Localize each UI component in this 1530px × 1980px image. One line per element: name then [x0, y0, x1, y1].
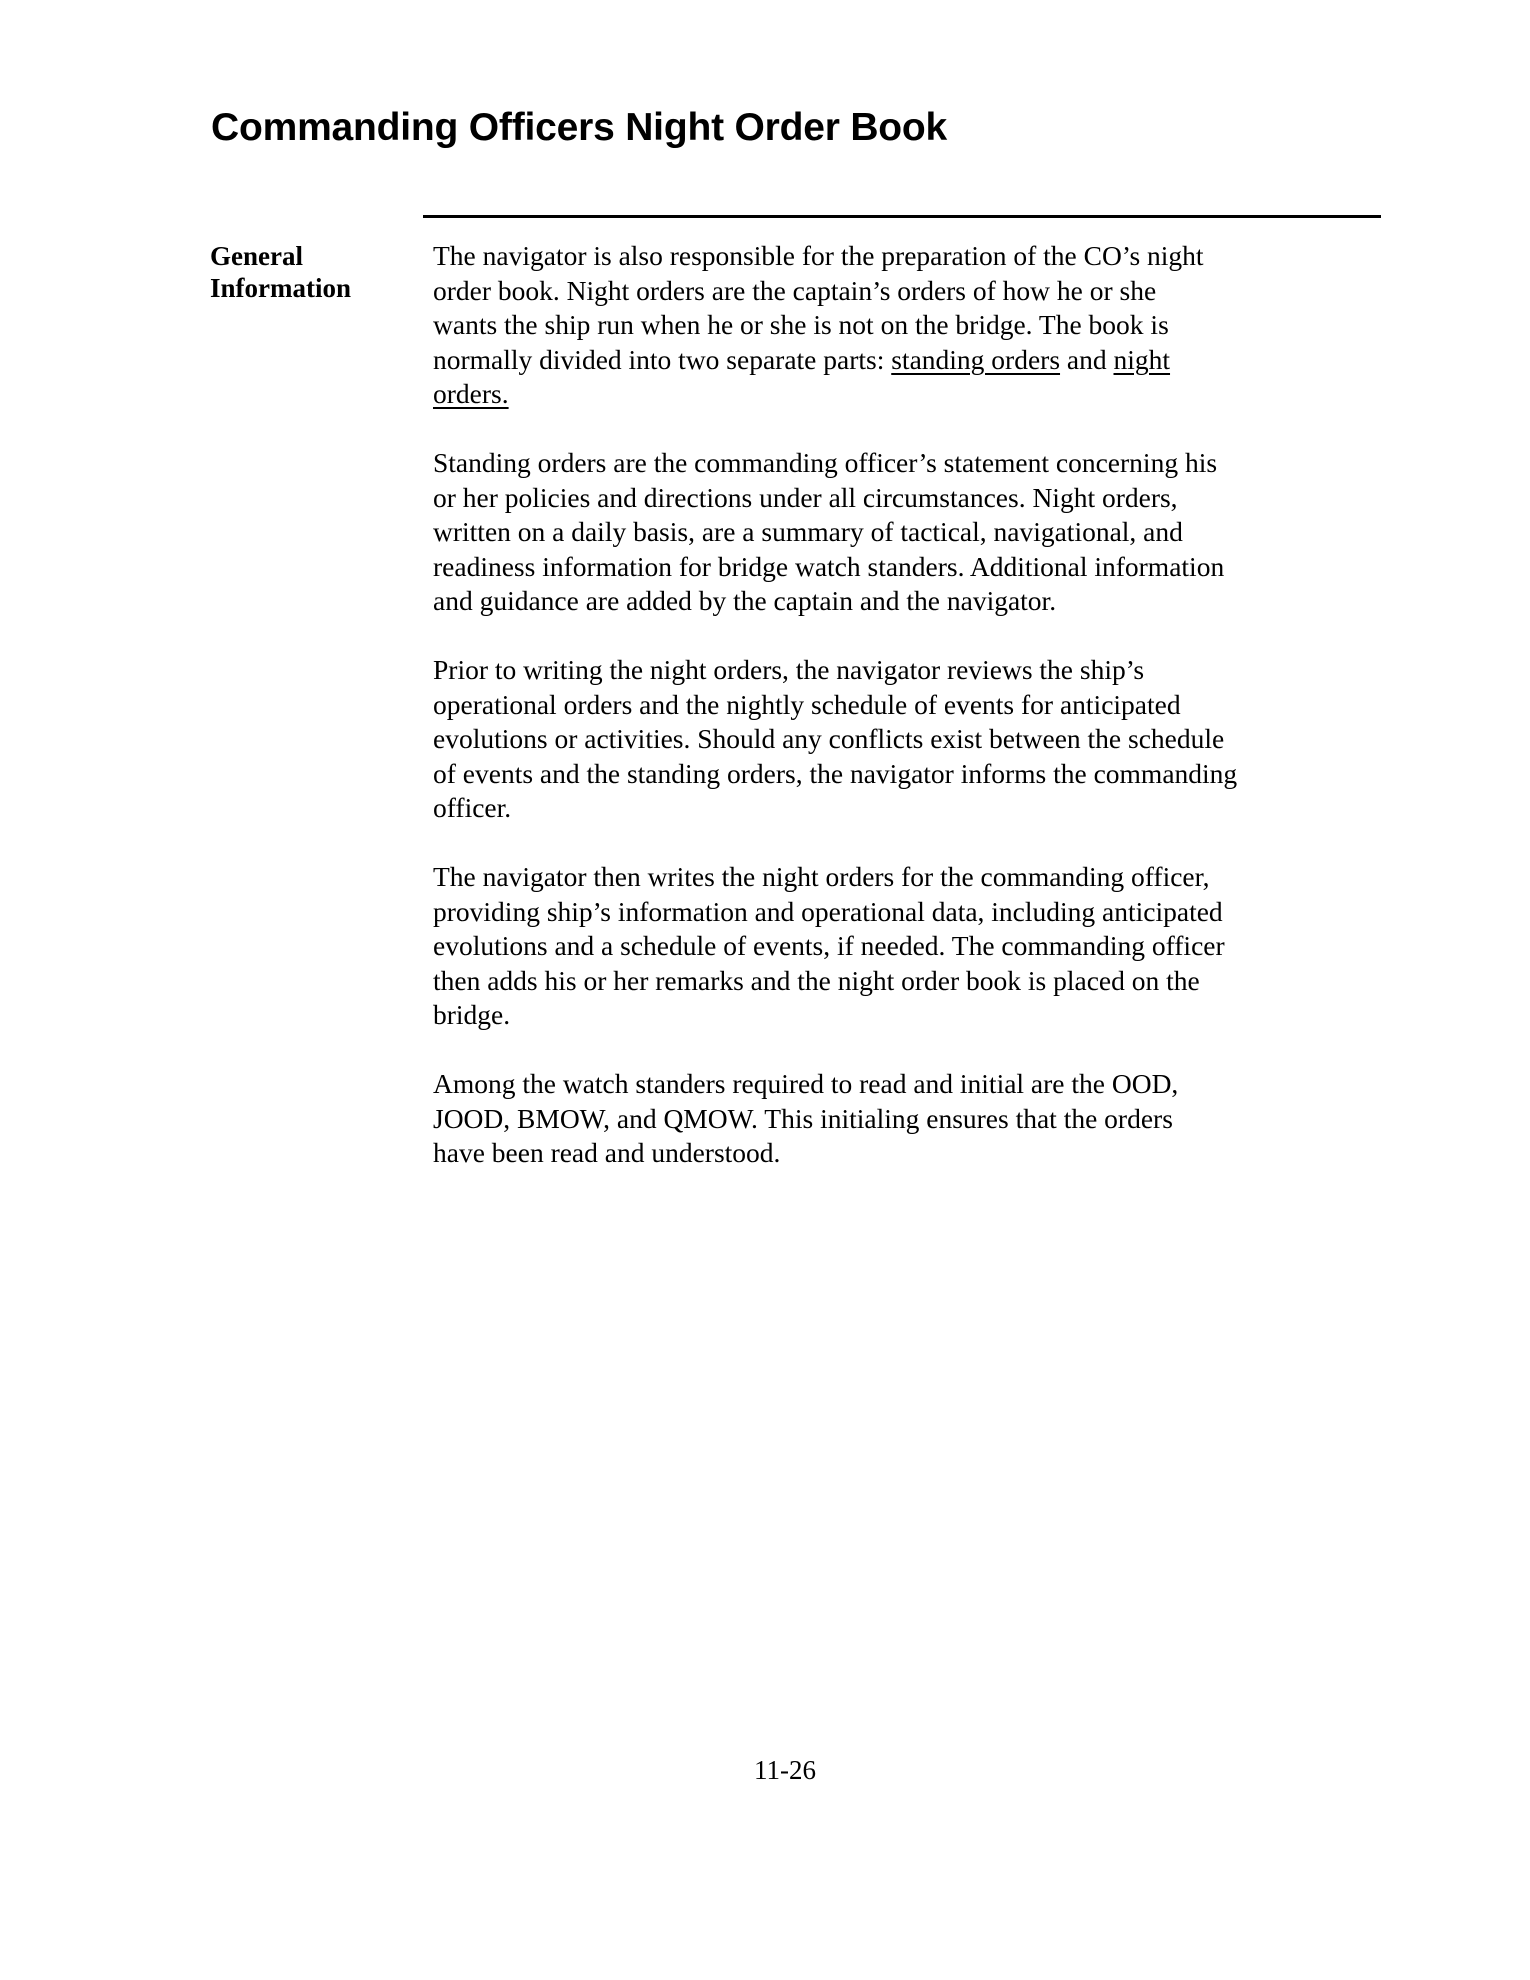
- text-line: [433, 377, 1237, 412]
- text-segment: bridge.: [433, 999, 511, 1030]
- side-heading-line: Information: [210, 273, 351, 303]
- paragraph: [433, 1067, 1237, 1171]
- text-segment: then adds his or her remarks and the night order book is placed on the: [433, 964, 1200, 996]
- text-line: [433, 964, 1237, 999]
- section-divider: [423, 215, 1381, 218]
- text-segment: of events and the standing orders, the navigator informs the commanding: [433, 757, 1238, 789]
- text-segment: wants the ship run when he or she is not on the bridge. The book is: [433, 309, 1169, 340]
- paragraph: [433, 653, 1237, 826]
- underlined-term: standing orders: [891, 343, 1061, 375]
- text-segment: JOOD, BMOW, and QMOW. This initialing ensures that the orders: [433, 1102, 1173, 1134]
- text-line: [433, 274, 1237, 309]
- text-segment: readiness information for bridge watch standers. Additional information: [433, 550, 1225, 582]
- text-line: [433, 1067, 1237, 1102]
- text-segment: Standing orders are the commanding officer’s statement concerning his: [433, 447, 1218, 478]
- text-line: [433, 791, 1237, 826]
- text-segment: order book. Night orders are the captain’s orders of how he or she: [433, 274, 1157, 306]
- paragraph: [433, 860, 1237, 1033]
- text-line: [433, 446, 1237, 481]
- text-line: [433, 998, 1237, 1033]
- text-line: [433, 584, 1237, 619]
- text-segment: and: [1060, 343, 1114, 375]
- text-line: [433, 929, 1237, 964]
- text-segment: The navigator is also responsible for the preparation of the CO’s night: [433, 240, 1204, 271]
- text-segment: Among the watch standers required to read and initial are the OOD,: [433, 1068, 1179, 1099]
- text-line: [433, 1136, 1237, 1171]
- underlined-term: night: [1113, 343, 1171, 375]
- text-segment: evolutions or activities. Should any conflicts exist between the schedule: [433, 723, 1225, 754]
- paragraph: [433, 239, 1237, 412]
- text-segment: or her policies and directions under all circumstances. Night orders,: [433, 481, 1178, 513]
- text-segment: officer.: [433, 792, 512, 823]
- text-line: [433, 653, 1237, 688]
- text-segment: and guidance are added by the captain and the navigator.: [433, 585, 1057, 616]
- side-heading: [210, 240, 351, 304]
- text-line: [433, 1102, 1237, 1137]
- text-line: [433, 722, 1237, 757]
- page-number: 11-26: [754, 1755, 816, 1785]
- page-title: Commanding Officers Night Order Book: [211, 106, 948, 149]
- text-segment: The navigator then writes the night orders for the commanding officer,: [433, 861, 1210, 892]
- text-segment: written on a daily basis, are a summary of tactical, navigational, and: [433, 516, 1183, 547]
- text-line: [433, 308, 1237, 343]
- underlined-term: orders.: [433, 378, 509, 409]
- text-segment: normally divided into two separate parts:: [433, 343, 892, 375]
- text-segment: evolutions and a schedule of events, if needed. The commanding officer: [433, 930, 1225, 961]
- text-line: [433, 515, 1237, 550]
- paragraph: [433, 446, 1237, 619]
- text-line: [433, 481, 1237, 516]
- side-heading-line: General: [210, 241, 303, 271]
- text-segment: operational orders and the nightly schedule of events for anticipated: [433, 688, 1181, 720]
- body-text: [433, 239, 1237, 1205]
- text-line: [433, 860, 1237, 895]
- text-segment: have been read and understood.: [433, 1137, 781, 1168]
- text-segment: Prior to writing the night orders, the navigator reviews the ship’s: [433, 654, 1145, 685]
- text-line: [433, 550, 1237, 585]
- text-segment: providing ship’s information and operational data, including anticipated: [433, 895, 1223, 927]
- text-line: [433, 239, 1237, 274]
- text-line: [433, 343, 1237, 378]
- text-line: [433, 688, 1237, 723]
- text-line: [433, 895, 1237, 930]
- text-line: [433, 757, 1237, 792]
